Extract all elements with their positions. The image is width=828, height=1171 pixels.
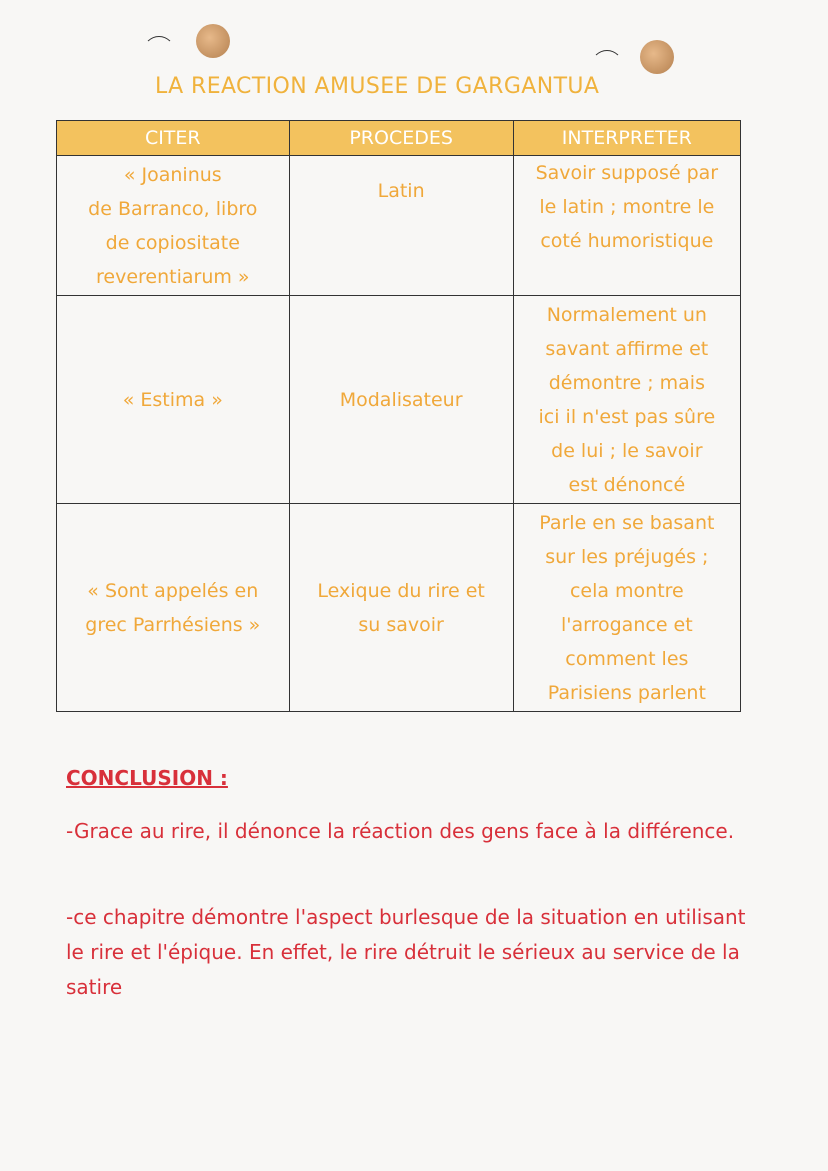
cell-interpreter: Savoir supposé par le latin ; montre le coté humoristique — [513, 156, 740, 296]
cell-procedes: Modalisateur — [289, 296, 513, 504]
header-procedes: PROCEDES — [289, 121, 513, 156]
table-row — [57, 156, 741, 296]
cell-procedes: Latin — [289, 156, 513, 296]
conclusion-paragraph: -ce chapitre démontre l'aspect burlesque de la situation en utilisant le rire et l'épique. En effet, le rire détruit le sérieux au service de la satire — [66, 905, 746, 999]
table-header-row — [57, 121, 741, 156]
binder-hole — [196, 24, 230, 58]
cell-citer: « Sont appelés en grec Parrhésiens » — [57, 504, 290, 712]
cell-citer: « Joaninus de Barranco, libro de copiositate reverentiarum » — [57, 156, 290, 296]
header-citer: CITER — [57, 121, 290, 156]
cell-interpreter: Normalement un savant affirme et démontre ; mais ici il n'est pas sûre de lui ; le savoir est dénoncé — [513, 296, 740, 504]
header-interpreter: INTERPRETER — [513, 121, 740, 156]
binder-hole-outline — [143, 36, 175, 68]
binder-hole — [640, 40, 674, 74]
page-title: LA REACTION AMUSEE DE GARGANTUA — [155, 74, 600, 99]
conclusion-heading: CONCLUSION : — [66, 766, 228, 790]
conclusion-paragraph: -Grace au rire, il dénonce la réaction des gens face à la différence. — [66, 819, 735, 843]
cell-procedes: Lexique du rire et su savoir — [289, 504, 513, 712]
table-row — [57, 296, 741, 504]
analysis-table — [56, 120, 741, 712]
cell-citer: « Estima » — [57, 296, 290, 504]
cell-interpreter: Parle en se basant sur les préjugés ; cela montre l'arrogance et comment les Parisiens parlent — [513, 504, 740, 712]
table-row — [57, 504, 741, 712]
